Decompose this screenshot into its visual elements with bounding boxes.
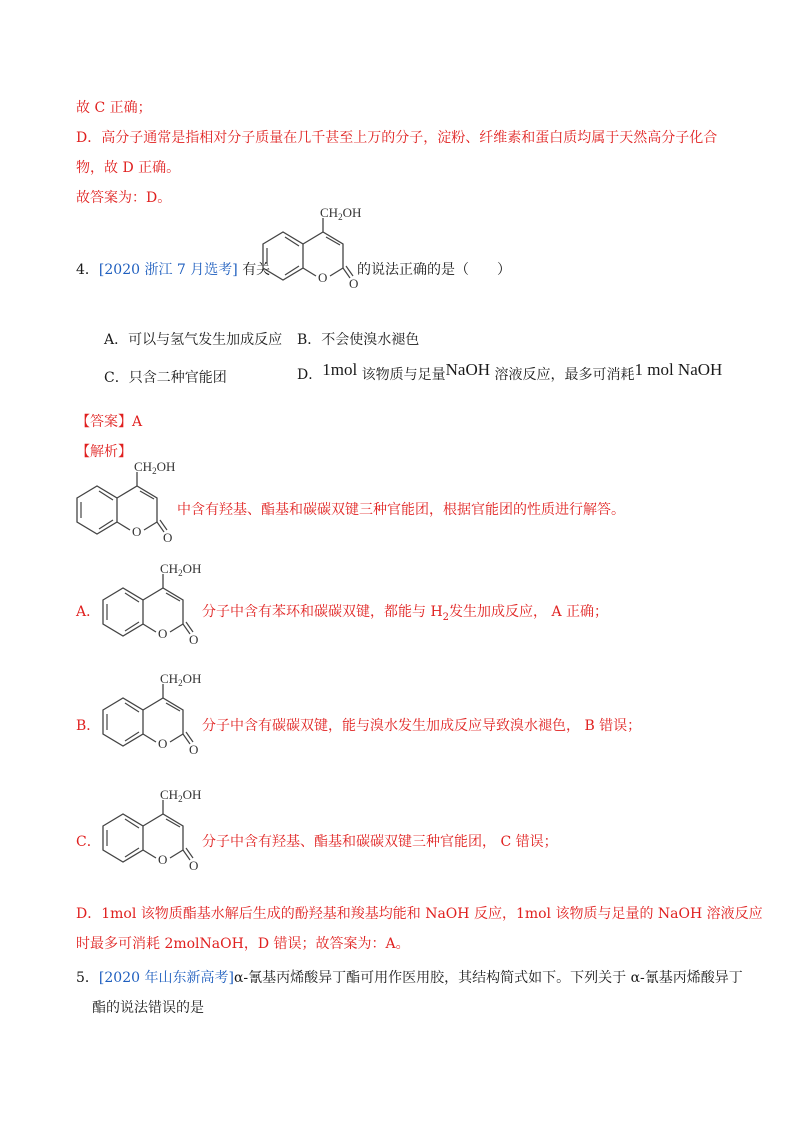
q4-suffix: 的说法正确的是（ ）	[357, 262, 511, 278]
q4-option-a: A．可以与氢气发生加成反应	[104, 332, 283, 348]
q4-option-c: C．只含二种官能团	[104, 370, 227, 386]
prev-line-4: 故答案为：D。	[76, 190, 172, 206]
analysis-a-molecule	[100, 561, 202, 650]
svg-text:CH2OH: $CH_2OH$	[160, 787, 202, 804]
q5-source: [2020 年山东新高考]	[98, 970, 234, 986]
svg-text:O: O	[189, 632, 199, 647]
q4-source: [2020 浙江 7 月选考]	[98, 262, 238, 278]
analysis-d-line2: 时最多可消耗 2molNaOH，D 错误；故答案为：A。	[76, 936, 410, 952]
q4-option-d: D．1mol 该物质与足量NaOH 溶液反应，最多可消耗1 mol NaOH	[297, 360, 723, 383]
svg-text:O: O	[158, 626, 168, 641]
answer-line	[76, 412, 142, 432]
mol-ring-oxygen: O	[318, 270, 328, 285]
svg-text:CH2OH: $CH_2OH$	[134, 459, 176, 476]
prev-line-1: 故 C 正确；	[76, 100, 152, 116]
q5-line2: 酯的说法错误的是	[92, 1000, 204, 1016]
q5-line1	[76, 968, 743, 988]
analysis-b-text: 分子中含有碳碳双键，能与溴水发生加成反应导致溴水褪色， B 错误；	[202, 718, 642, 734]
q4-number: 4．	[76, 262, 99, 278]
svg-text:O: O	[189, 858, 199, 873]
svg-text:CH2OH: $CH_2OH$	[160, 561, 202, 578]
analysis-c-letter: C．	[76, 834, 101, 850]
analysis-a-text: 分子中含有苯环和碳碳双键，都能与 $H_2$发生加成反应， A 正确；	[202, 604, 609, 623]
svg-text:O: O	[158, 736, 168, 751]
analysis-d-line1: D．1mol 该物质酯基水解后生成的酚羟基和羧基均能和 NaOH 反应，1mol 该物质与足量的 NaOH 溶液反应	[76, 906, 763, 922]
svg-text:O: O	[163, 530, 173, 545]
answer-value: A	[132, 414, 143, 430]
answer-label: 【答案】	[76, 414, 132, 430]
q4-option-b: B．不会使溴水褪色	[297, 332, 420, 348]
svg-text:CH2OH: $CH_2OH$	[160, 671, 202, 688]
mol-carbonyl-oxygen: O	[349, 276, 359, 291]
analysis-molecule-structure	[74, 459, 176, 548]
analysis-label: 【解析】	[76, 444, 132, 460]
analysis-b-molecule	[100, 671, 202, 760]
prev-line-2: D．高分子通常是指相对分子质量在几千甚至上万的分子，淀粉、纤维素和蛋白质均属于天然高分子化合	[76, 130, 718, 146]
q4-molecule-structure	[260, 205, 362, 294]
prev-line-3: 物，故 D 正确。	[76, 160, 181, 176]
svg-text:O: O	[158, 852, 168, 867]
mol-ch2oh-label: $CH_2OH$	[320, 205, 362, 222]
q5-number: 5．	[76, 970, 99, 986]
q4-stem	[76, 260, 270, 280]
analysis-intro: 中含有羟基、酯基和碳碳双键三种官能团，根据官能团的性质进行解答。	[177, 502, 625, 518]
analysis-b-letter: B．	[76, 718, 101, 734]
analysis-a-letter: A．	[76, 604, 101, 620]
svg-text:O: O	[189, 742, 199, 757]
q4-prefix: 有关	[242, 262, 271, 278]
analysis-c-text: 分子中含有羟基、酯基和碳碳双键三种官能团， C 错误；	[202, 834, 558, 850]
q5-text1: α-氰基丙烯酸异丁酯可用作医用胶，其结构简式如下。下列关于 α-氰基丙烯酸异丁	[233, 970, 743, 986]
analysis-c-molecule	[100, 787, 202, 876]
svg-text:O: O	[132, 524, 142, 539]
